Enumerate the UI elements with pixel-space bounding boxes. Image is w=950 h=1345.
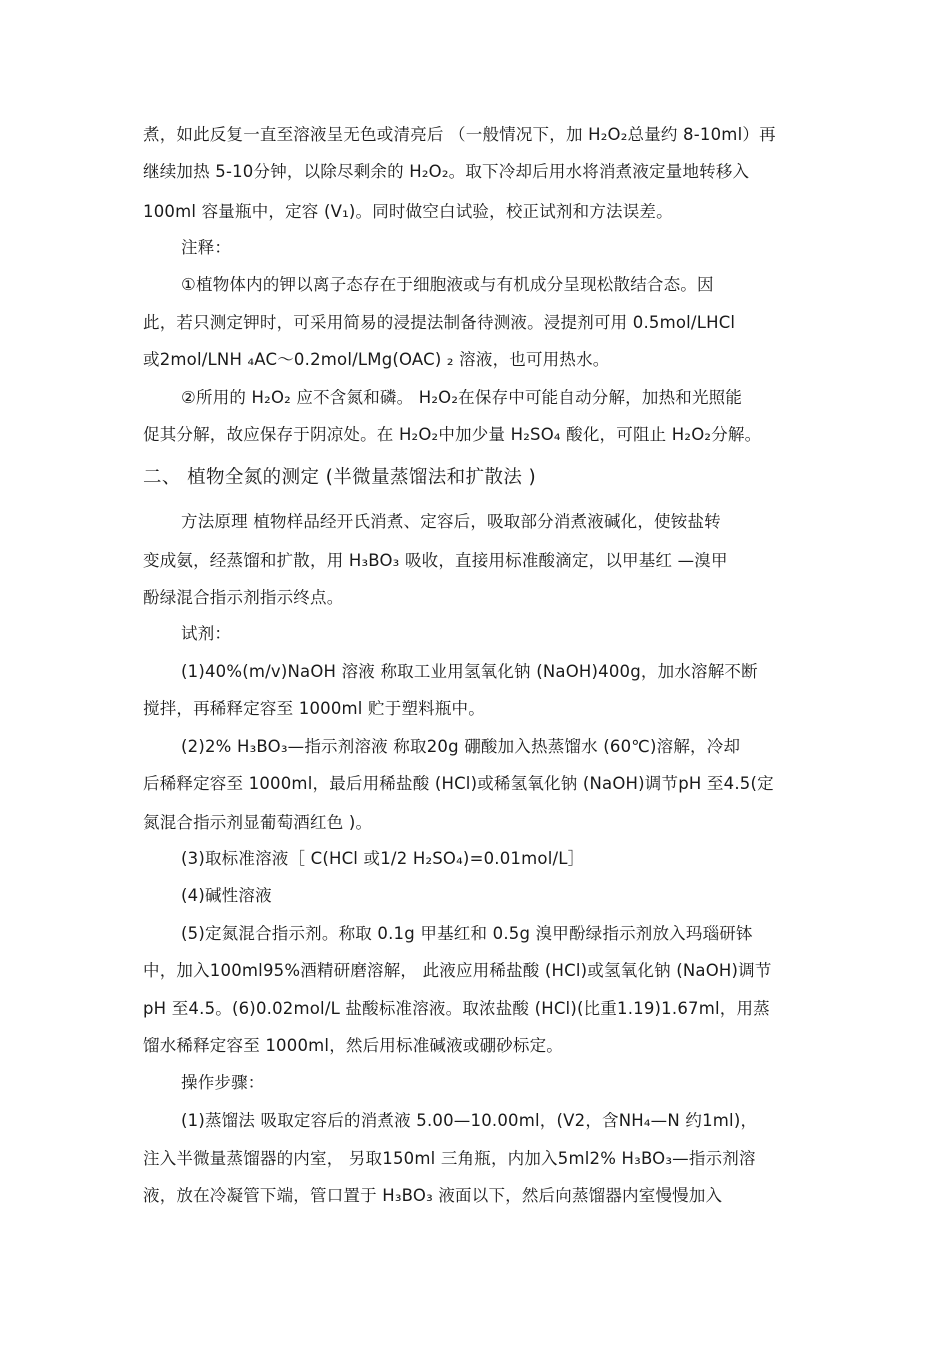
annotation-heading: 注释： [181,238,232,257]
text-line: (2)2% H₃BO₃—指示剂溶液 称取20g 硼酸加入热蒸馏水 (60℃)溶解，冷却 [181,737,741,756]
text-line: 或2mol/LNH ₄AC～0.2mol/LMg(OAC) ₂ 溶液，也可用热水。 [143,350,610,369]
text-line: 搅拌，再稀释定容至 1000ml 贮于塑料瓶中。 [143,699,485,718]
text-line: 中，加入100ml95%酒精研磨溶解， 此液应用稀盐酸 (HCl)或氢氧化钠 (NaOH)调节 [143,961,772,980]
section-heading: 二、 植物全氮的测定 (半微量蒸馏法和扩散法 ) [143,467,537,488]
text-line: ②所用的 H₂O₂ 应不含氮和磷。 H₂O₂在保存中可能自动分解，加热和光照能 [181,388,743,407]
text-line: 后稀释定容至 1000ml，最后用稀盐酸 (HCl)或稀氢氧化钠 (NaOH)调节pH 至4.5(定 [143,774,774,793]
text-line: 变成氨，经蒸馏和扩散，用 H₃BO₃ 吸收，直接用标准酸滴定，以甲基红 —溴甲 [143,551,728,570]
text-line: 注入半微量蒸馏器的内室， 另取150ml 三角瓶，内加入5ml2% H₃BO₃—指示剂溶 [143,1149,756,1168]
text-line: ①植物体内的钾以离子态存在于细胞液或与有机成分呈现松散结合态。因 [181,275,714,294]
text-line: pH 至4.5。(6)0.02mol/L 盐酸标准溶液。取浓盐酸 (HCl)(比重1.19)1.67ml，用蒸 [143,999,770,1018]
text-line: (3)取标准溶液［ C(HCl 或1/2 H₂SO₄)=0.01mol/L］ [181,849,585,868]
procedure-heading: 操作步骤： [181,1073,265,1092]
text-line: 煮，如此反复一直至溶液呈无色或清亮后 （一般情况下，加 H₂O₂总量约 8-10ml）再 [143,125,776,144]
text-line: 氮混合指示剂显葡萄酒红色 )。 [143,813,373,832]
text-line: 促其分解，故应保存于阴凉处。在 H₂O₂中加少量 H₂SO₄ 酸化，可阻止 H₂O₂分解。 [143,425,762,444]
text-line: 酚绿混合指示剂指示终点。 [143,588,344,607]
text-line: (1)40%(m/v)NaOH 溶液 称取工业用氢氧化钠 (NaOH)400g，加水溶解不断 [181,662,758,681]
reagents-heading: 试剂： [181,624,232,643]
text-line: (4)碱性溶液 [181,886,272,905]
text-line: 馏水稀释定容至 1000ml，然后用标准碱液或硼砂标定。 [143,1036,563,1055]
text-line: 此，若只测定钾时，可采用简易的浸提法制备待测液。浸提剂可用 0.5mol/LHCl [143,313,736,332]
text-line: (5)定氮混合指示剂。称取 0.1g 甲基红和 0.5g 溴甲酚绿指示剂放入玛瑙研钵 [181,924,753,943]
text-line: 100ml 容量瓶中，定容 (V₁)。同时做空白试验，校正试剂和方法误差。 [143,202,673,221]
text-line: (1)蒸馏法 吸取定容后的消煮液 5.00—10.00ml，(V2，含NH₄—N 约1ml)， [181,1111,758,1130]
text-line: 方法原理 植物样品经开氏消煮、定容后，吸取部分消煮液碱化，使铵盐转 [181,512,721,531]
text-line: 液，放在冷凝管下端，管口置于 H₃BO₃ 液面以下，然后向蒸馏器内室慢慢加入 [143,1186,723,1205]
text-line: 继续加热 5-10分钟，以除尽剩余的 H₂O₂。取下冷却后用水将消煮液定量地转移入 [143,162,750,181]
